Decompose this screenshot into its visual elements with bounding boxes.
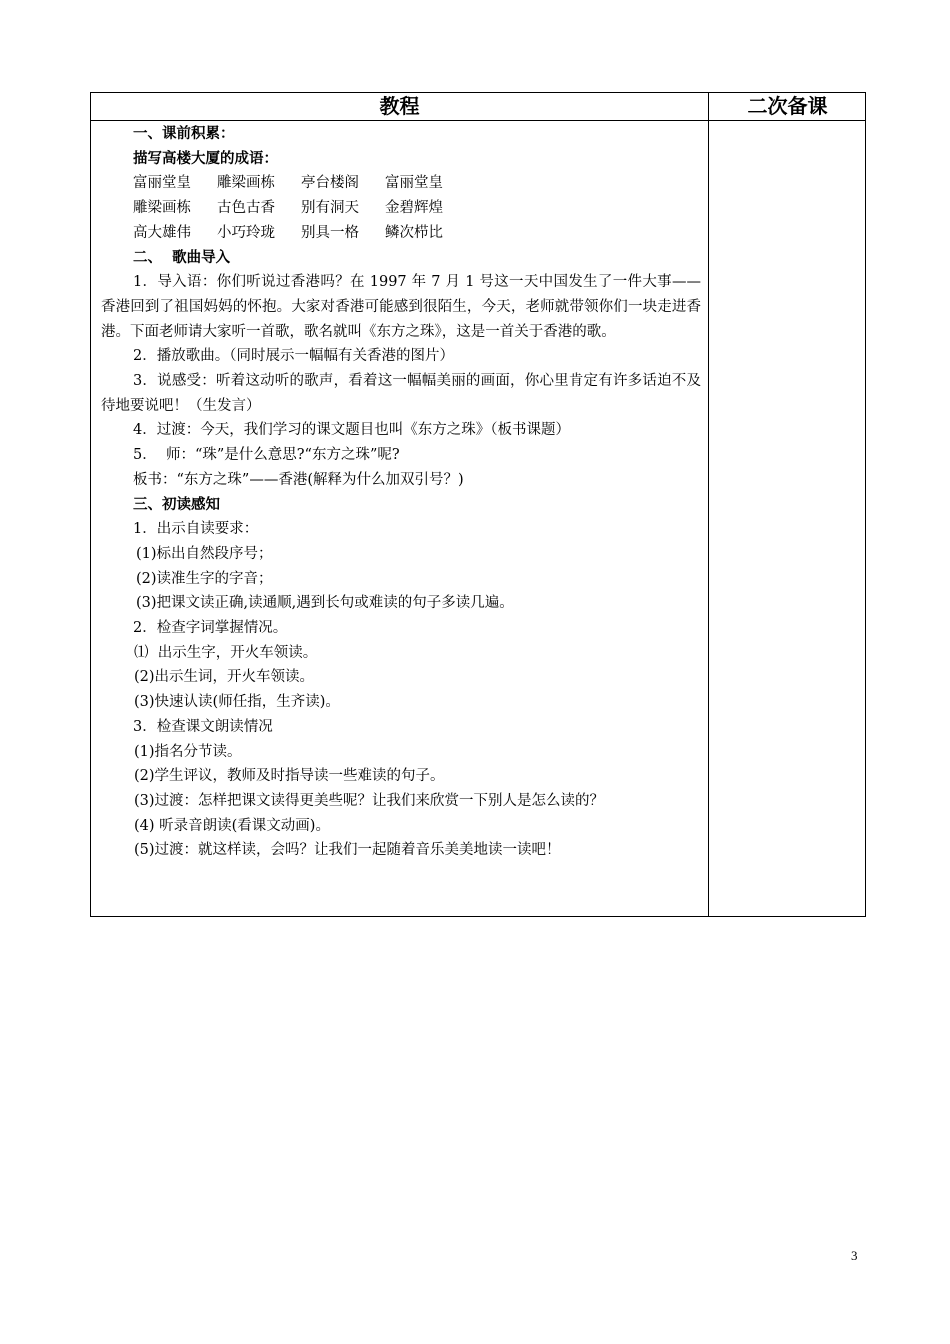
blackboard-note: 板书：“东方之珠”——香港(解释为什么加双引号？) bbox=[133, 471, 464, 488]
idiom-row bbox=[101, 171, 701, 196]
paragraph: 3．说感受：听着这动听的歌声，看着这一幅幅美丽的画面，你心里肯定有许多话迫不及待地要说吧！（生发言） bbox=[101, 373, 701, 414]
header-main: 教程 bbox=[379, 94, 420, 118]
list-item: (2)出示生词，开火车领读。 bbox=[134, 669, 315, 686]
idiom: 富丽堂皇 bbox=[133, 175, 191, 192]
list-item: ⑴ 出示生字，开火车领读。 bbox=[134, 644, 318, 661]
lesson-content bbox=[101, 122, 701, 863]
idiom: 鳞次栉比 bbox=[385, 224, 443, 241]
idiom-row bbox=[101, 221, 701, 246]
lesson-table bbox=[90, 92, 866, 917]
paragraph: 4．过渡：今天，我们学习的课文题目也叫《东方之珠》（板书课题） bbox=[133, 422, 570, 439]
idiom: 富丽堂皇 bbox=[385, 175, 443, 192]
list-item: (2)读准生字的字音； bbox=[136, 570, 273, 587]
list-item: 1．出示自读要求： bbox=[133, 521, 259, 538]
list-item: (5)过渡：就这样读，会吗？让我们一起随着音乐美美地读一读吧！ bbox=[134, 842, 561, 859]
idiom: 别具一格 bbox=[301, 224, 359, 241]
list-item: 3．检查课文朗读情况 bbox=[133, 718, 273, 735]
idiom: 金碧辉煌 bbox=[385, 200, 443, 217]
list-item: (1)标出自然段序号； bbox=[136, 545, 273, 562]
idiom: 亭台楼阁 bbox=[301, 175, 359, 192]
list-item: (3)过渡：怎样把课文读得更美些呢？让我们来欣赏一下别人是怎么读的？ bbox=[134, 792, 605, 809]
column-divider bbox=[708, 93, 709, 916]
list-item: (4) 听录音朗读(看课文动画)。 bbox=[134, 817, 330, 834]
list-item: 2．检查字词掌握情况。 bbox=[133, 620, 288, 637]
section1-title: 一、课前积累： bbox=[133, 126, 235, 142]
list-item: (1)指名分节读。 bbox=[134, 743, 242, 760]
idiom: 别有洞天 bbox=[301, 200, 359, 217]
idiom: 雕梁画栋 bbox=[133, 200, 191, 217]
list-item: (2)学生评议，教师及时指导读一些难读的句子。 bbox=[134, 768, 445, 785]
paragraph: 2．播放歌曲。（同时展示一幅幅有关香港的图片） bbox=[133, 348, 454, 365]
section3-title: 三、初读感知 bbox=[133, 496, 220, 513]
page-number: 3 bbox=[851, 1248, 858, 1263]
header-divider bbox=[91, 120, 865, 121]
section1-subtitle: 描写高楼大厦的成语： bbox=[133, 150, 278, 167]
header-side: 二次备课 bbox=[747, 94, 828, 118]
list-item: (3)快速认读(师任指，生齐读)。 bbox=[134, 694, 340, 711]
list-item: (3)把课文读正确,读通顺,遇到长句或难读的句子多读几遍。 bbox=[136, 595, 514, 612]
section2-title: 二、 歌曲导入 bbox=[133, 249, 231, 266]
paragraph: 5． 师：“珠”是什么意思?“东方之珠”呢? bbox=[133, 447, 400, 464]
paragraph: 1．导入语：你们听说过香港吗？在 1997 年 7 月 1 号这一天中国发生了一件大事——香港回到了祖国妈妈的怀抱。大家对香港可能感到很陌生，今天，老师就带领你们一块走进香港。下面老师请大家听一首歌，歌名就叫《东方之珠》，这是一首关于香港的歌。 bbox=[101, 274, 701, 340]
idiom: 雕梁画栋 bbox=[217, 175, 275, 192]
idiom-row bbox=[101, 196, 701, 221]
idiom: 高大雄伟 bbox=[133, 224, 191, 241]
idiom: 小巧玲珑 bbox=[217, 224, 275, 241]
idiom: 古色古香 bbox=[217, 200, 275, 217]
